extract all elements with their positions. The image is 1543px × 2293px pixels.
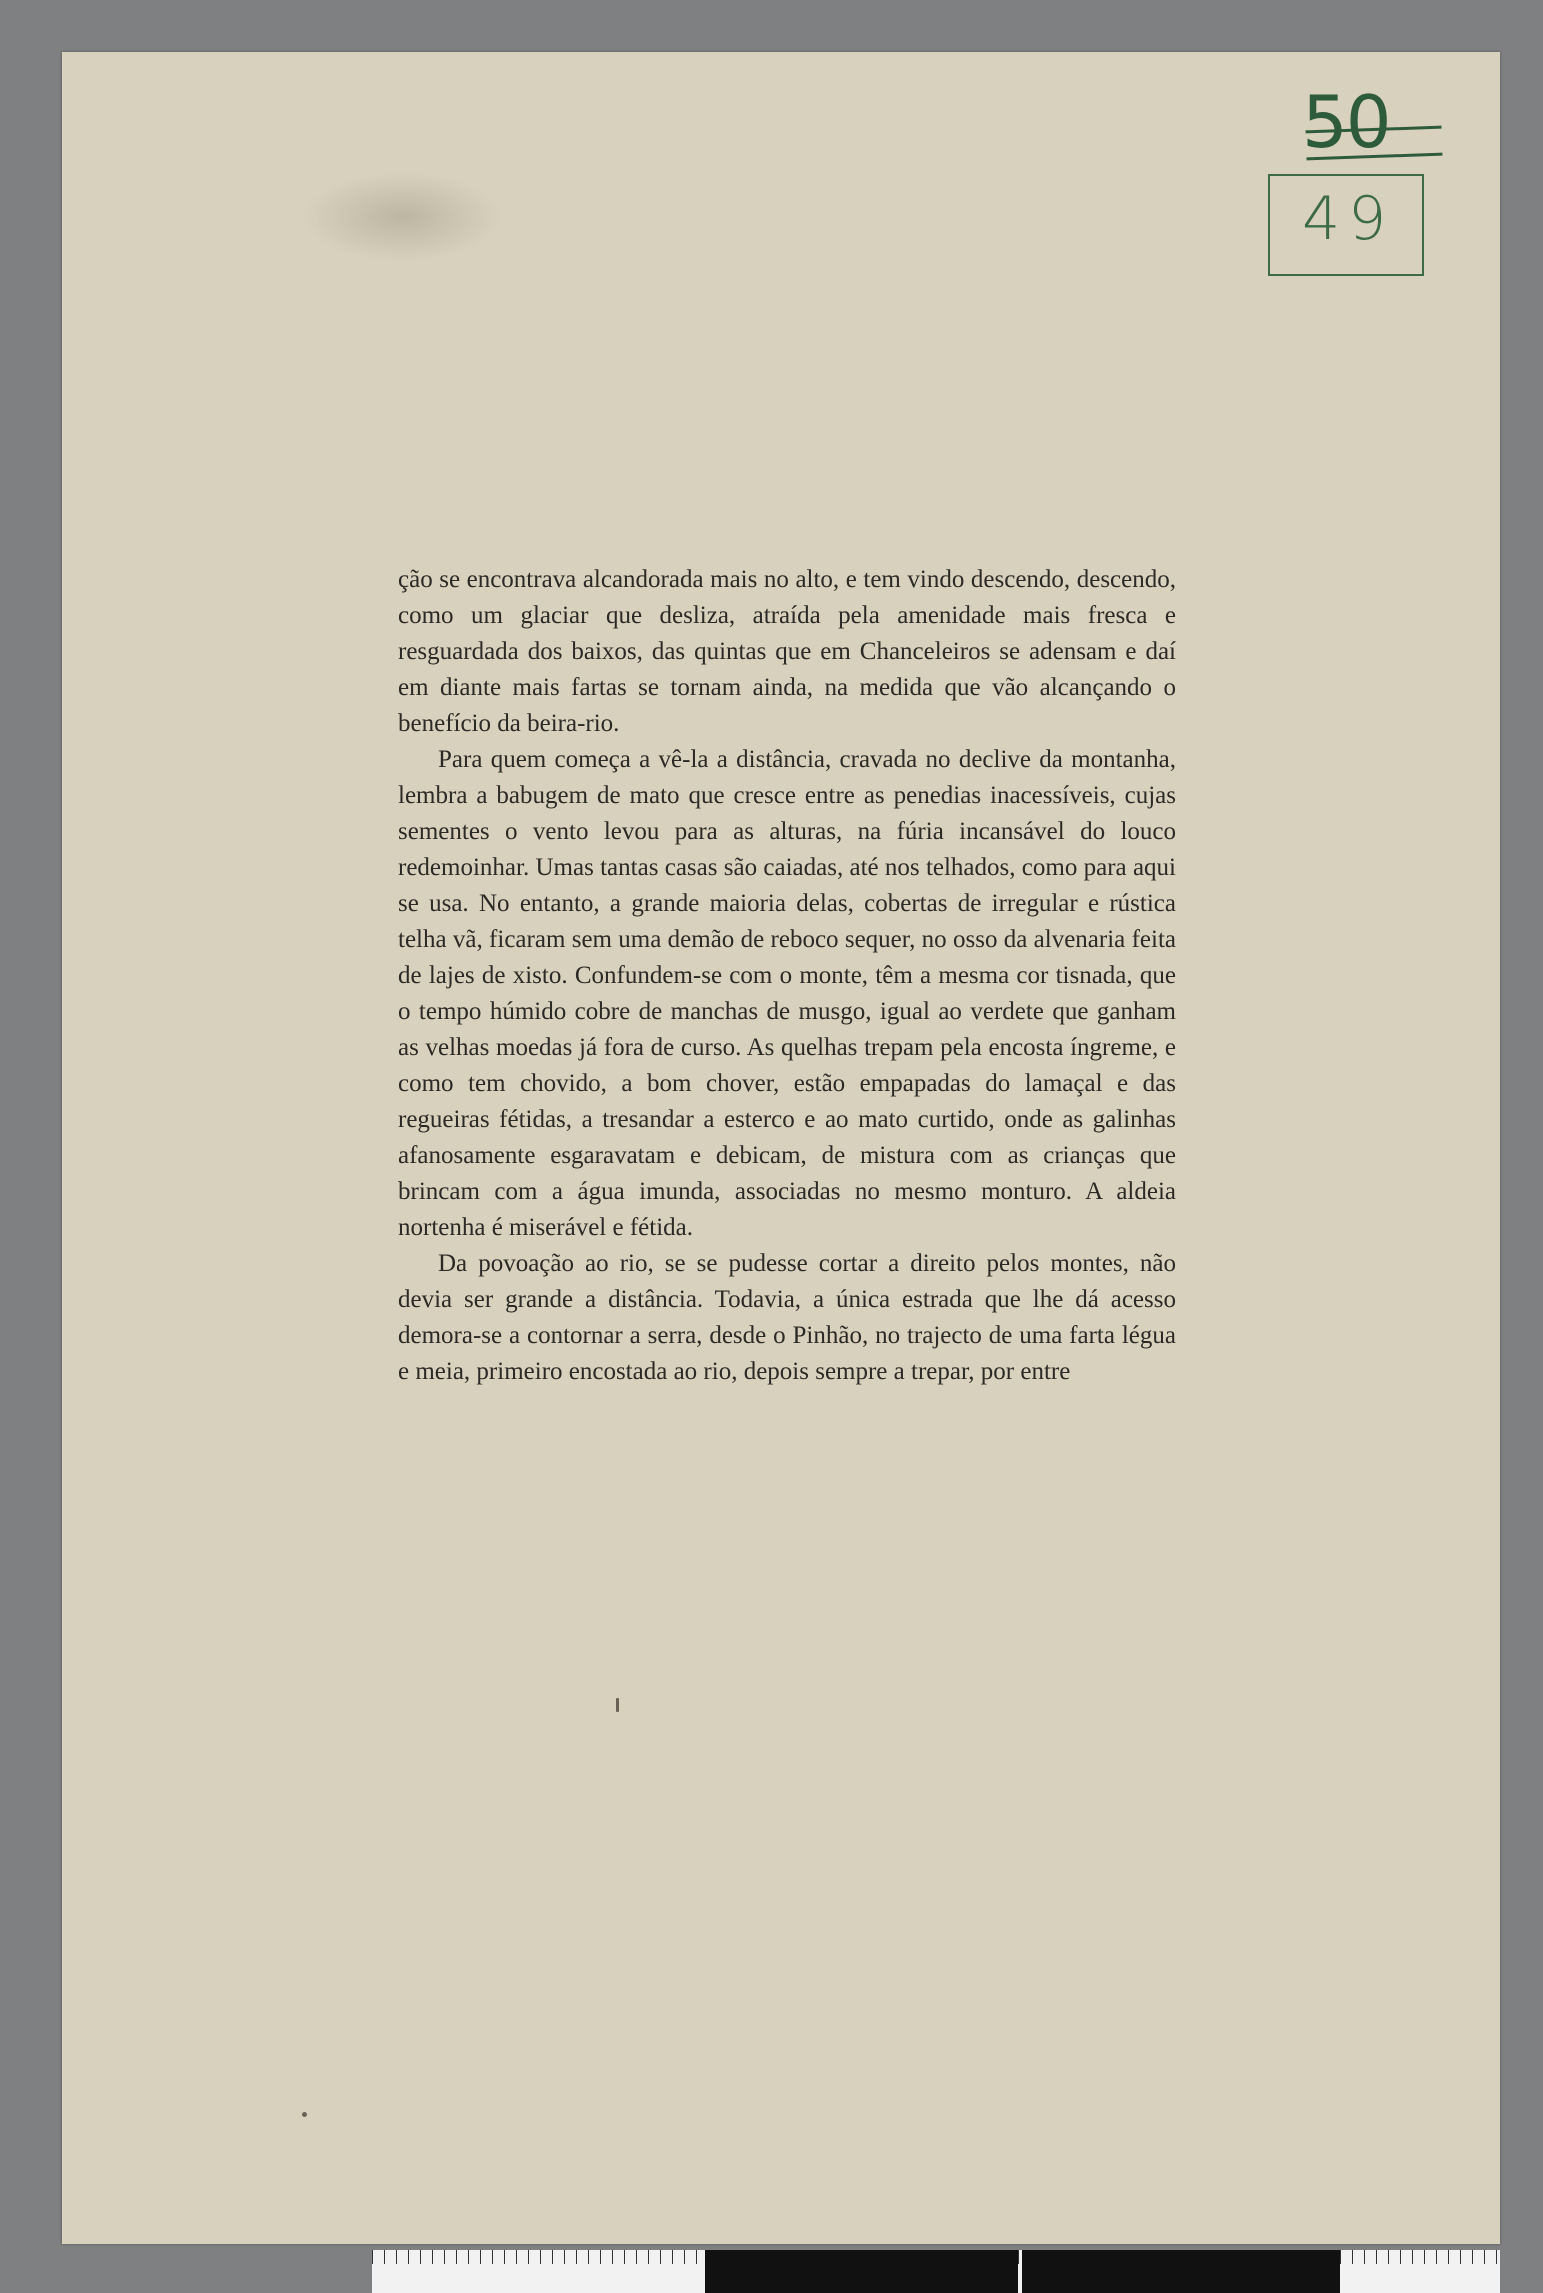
ruler-segment — [372, 2250, 705, 2293]
ruler-segment — [1022, 2250, 1340, 2293]
document-page — [62, 52, 1500, 2244]
paper-speck — [616, 1698, 619, 1712]
paragraph: Da povoação ao rio, se se pudesse cortar a direito pelos montes, não devia ser grande a distância. Todavia, a única estrada que lhe dá acesso demora-se a contornar a serra, desde o Pinhão, no trajecto de uma farta légua e meia, primeiro encostada ao rio, depois sempre a trepar, por entre — [398, 1250, 1176, 1385]
paper-stain — [302, 172, 502, 262]
paragraph: ção se encontrava alcandorada mais no alto, e tem vindo descendo, descendo, como um glaciar que desliza, atraída pela amenidade mais fresca e resguardada dos baixos, das quintas que em Chanceleiros se adensam e daí em diante mais fartas se tornam ainda, na medida que vão alcançando o benefício da beira-rio. — [398, 566, 1176, 737]
old-page-number: 50 — [1302, 80, 1390, 164]
paragraph: Para quem começa a vê-la a distância, cravada no declive da montanha, lembra a babugem de mato que cresce entre as penedias inacessíveis, cujas sementes o vento levou para as alturas, na fúria incansável do louco redemoinhar. Umas tantas casas são caiadas, até nos telhados, como para aqui se usa. No entanto, a grande maioria delas, cobertas de irregular e rústica telha vã, ficaram sem uma demão de reboco sequer, no osso da alvenaria feita de lajes de xisto. Confundem-se com o monte, têm a mesma cor tisnada, que o tempo húmido cobre de manchas de musgo, igual ao verdete que ganham as velhas moedas já fora de curso. As quelhas trepam pela encosta íngreme, e como tem chovido, a bom chover, estão empapadas do lamaçal e das regueiras fétidas, a tresandar a esterco e ao mato curtido, onde as galinhas afanosamente esgaravatam e debicam, de mistura com as crianças que brincam com a água imunda, associadas no mesmo monturo. A aldeia nortenha é miserável e fétida. — [398, 746, 1176, 1241]
ruler-segment — [1340, 2250, 1500, 2293]
color-scale-ruler — [372, 2250, 1500, 2293]
ruler-segment — [705, 2250, 1018, 2293]
new-page-number: 49 — [1302, 184, 1395, 254]
paper-speck — [302, 2112, 307, 2117]
strikethrough-mark — [1306, 126, 1443, 161]
body-text — [398, 562, 1176, 1390]
